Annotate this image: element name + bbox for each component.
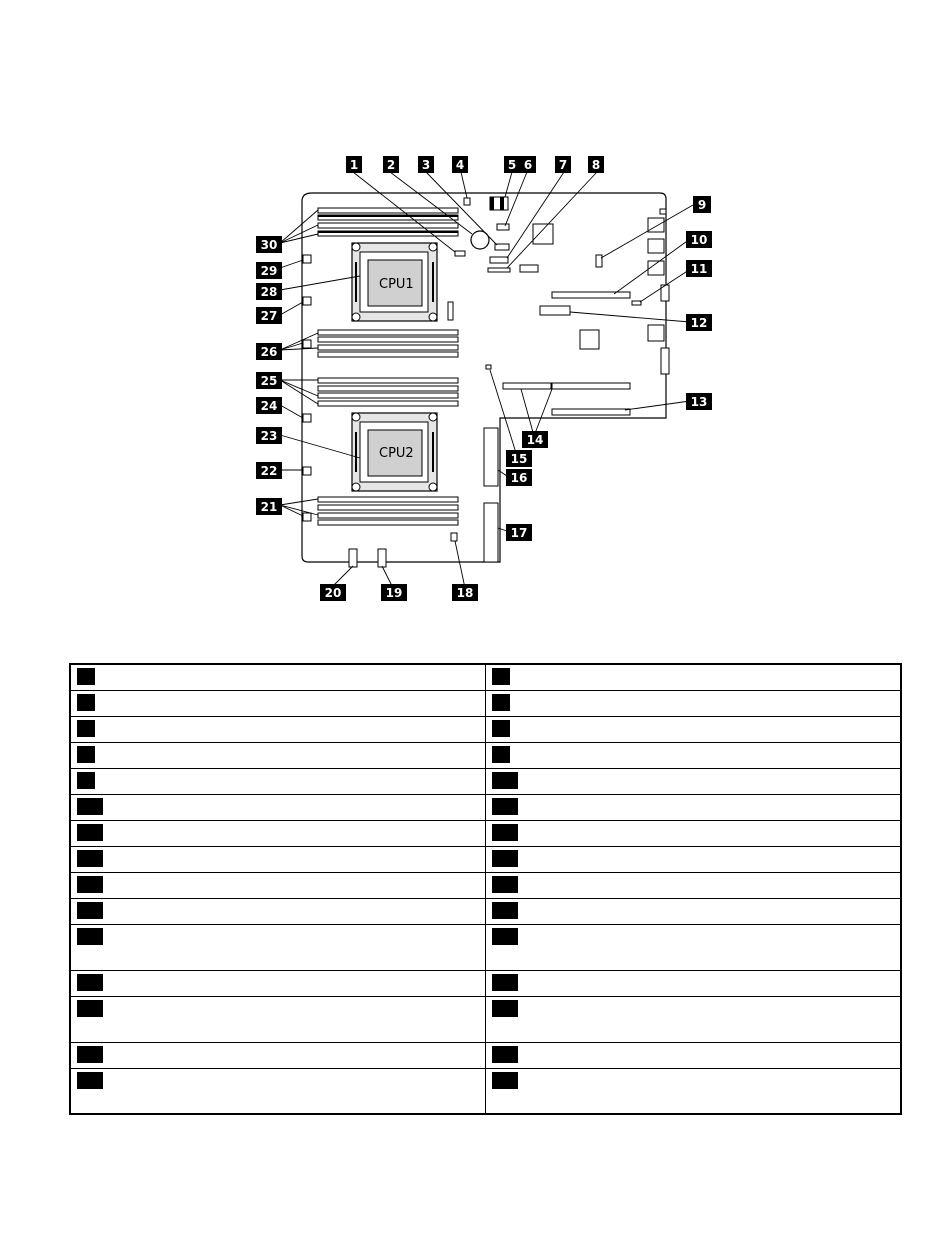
svg-text:2: 2 [386,158,396,172]
legend-cell-right [486,664,902,690]
callout-2 [383,156,399,173]
legend-marker [492,876,518,893]
svg-text:7: 7 [558,158,568,172]
legend-cell-left [70,1042,486,1068]
svg-text:26: 26 [260,345,278,359]
callout-16 [506,469,532,486]
legend-marker [77,1072,103,1089]
callout-23 [256,427,282,444]
legend-cell-right [486,820,902,846]
legend-cell-left [70,716,486,742]
callout-25 [256,372,282,389]
cpu2-socket [352,413,437,491]
legend-cell-right [486,872,902,898]
legend-cell-right [486,690,902,716]
legend-row [70,846,901,872]
legend-marker [492,824,518,841]
svg-text:13: 13 [690,395,708,409]
header-small [520,265,538,272]
legend-cell-right [486,924,902,970]
callout-28 [256,283,282,300]
svg-text:1: 1 [349,158,359,172]
callout-30 [256,236,282,253]
connector-1 [455,251,465,256]
jumper-15 [486,365,491,369]
callout-15 [506,450,532,467]
legend-row [70,664,901,690]
legend-row [70,742,901,768]
svg-text:23: 23 [260,429,278,443]
svg-text:10: 10 [690,233,708,247]
legend-marker [492,1000,518,1017]
legend-marker [77,798,103,815]
legend-row [70,970,901,996]
legend-cell-left [70,846,486,872]
legend-marker [492,974,518,991]
svg-text:4: 4 [455,158,465,172]
legend-cell-right [486,716,902,742]
legend-marker [77,824,103,841]
legend-cell-left [70,872,486,898]
svg-text:28: 28 [260,285,278,299]
legend-row [70,872,901,898]
legend-marker [77,902,103,919]
legend-marker [492,798,518,815]
svg-text:17: 17 [510,526,528,540]
legend-cell-right [486,1042,902,1068]
callout-4 [452,156,468,173]
legend-cell-right [486,996,902,1042]
legend-body [70,664,901,1114]
legend-marker [77,974,103,991]
legend-marker [77,668,95,685]
callout-7 [555,156,571,173]
legend-marker [77,772,95,789]
legend-marker [77,720,95,737]
connector-17 [484,503,498,562]
callout-8 [588,156,604,173]
legend-cell-left [70,924,486,970]
legend-cell-right [486,898,902,924]
legend-marker [492,1072,518,1089]
svg-text:24: 24 [260,399,278,413]
legend-cell-left [70,742,486,768]
svg-text:30: 30 [260,238,278,252]
callout-17 [506,524,532,541]
legend-marker [77,1046,103,1063]
callout-14 [522,431,548,448]
callout-22 [256,462,282,479]
cpu1-socket [352,243,437,321]
legend-row [70,924,901,970]
legend-marker [77,1000,103,1017]
legend-cell-right [486,794,902,820]
legend-row [70,996,901,1042]
callout-20 [320,584,346,601]
svg-text:27: 27 [260,309,278,323]
legend-row [70,716,901,742]
legend-row [70,1042,901,1068]
callout-27 [256,307,282,324]
svg-text:22: 22 [260,464,278,478]
svg-text:9: 9 [697,198,707,212]
legend-marker [77,928,103,945]
legend-marker [492,1046,518,1063]
legend-marker [492,720,510,737]
legend-row [70,690,901,716]
legend-marker [492,746,510,763]
connector-18 [451,533,457,541]
svg-text:14: 14 [526,433,544,447]
legend-marker [492,850,518,867]
legend-marker [77,850,103,867]
callout-10 [686,231,712,248]
svg-text:16: 16 [510,471,528,485]
legend-row [70,794,901,820]
svg-text:6: 6 [523,158,533,172]
legend-cell-left [70,664,486,690]
legend-cell-left [70,820,486,846]
callout-1 [346,156,362,173]
chip-top [533,224,553,244]
connector-7 [490,257,508,263]
svg-text:5: 5 [507,158,517,172]
connector-6 [497,224,509,230]
callout-3 [418,156,434,173]
legend-cell-left [70,898,486,924]
legend-cell-right [486,768,902,794]
svg-text:12: 12 [690,316,708,330]
legend-row [70,768,901,794]
legend-cell-left [70,996,486,1042]
vertical-header [448,302,453,320]
legend-marker [77,694,95,711]
svg-text:29: 29 [260,264,278,278]
legend-row [70,1068,901,1114]
connector-16 [484,428,498,486]
callout-12 [686,314,712,331]
svg-text:21: 21 [260,500,278,514]
jumper-4 [464,198,470,205]
svg-text:18: 18 [456,586,474,600]
chip-middle [580,330,599,349]
callout-24 [256,397,282,414]
legend-cell-left [70,768,486,794]
callout-13 [686,393,712,410]
legend-cell-right [486,742,902,768]
svg-text:20: 20 [324,586,342,600]
svg-text:8: 8 [591,158,601,172]
legend-marker [77,876,103,893]
callout-18 [452,584,478,601]
callout-19 [381,584,407,601]
legend-row [70,898,901,924]
legend-cell-left [70,690,486,716]
legend-marker [492,694,510,711]
svg-text:3: 3 [421,158,431,172]
legend-cell-right [486,1068,902,1114]
connector-11 [632,301,641,305]
cpu1-label: CPU1 [379,277,414,292]
legend-marker [492,668,510,685]
callout-21 [256,498,282,515]
legend-marker [492,902,518,919]
legend-marker [492,928,518,945]
legend-cell-right [486,970,902,996]
legend-cell-left [70,794,486,820]
legend-table [69,663,902,1115]
legend-marker [492,772,518,789]
callout-11 [686,260,712,277]
cpu2-label: CPU2 [379,446,414,461]
svg-text:19: 19 [385,586,403,600]
connector-12 [540,306,570,315]
svg-text:15: 15 [510,452,528,466]
connector-9 [596,255,602,267]
legend-marker [77,746,95,763]
callout-26 [256,343,282,360]
callout-9 [693,196,711,213]
legend-row [70,820,901,846]
legend-cell-left [70,1068,486,1114]
connector-8 [488,268,510,272]
callout-29 [256,262,282,279]
legend-cell-right [486,846,902,872]
svg-text:25: 25 [260,374,278,388]
legend-cell-left [70,970,486,996]
callout-6 [520,156,536,173]
callout-5 [504,156,520,173]
svg-text:11: 11 [690,262,708,276]
